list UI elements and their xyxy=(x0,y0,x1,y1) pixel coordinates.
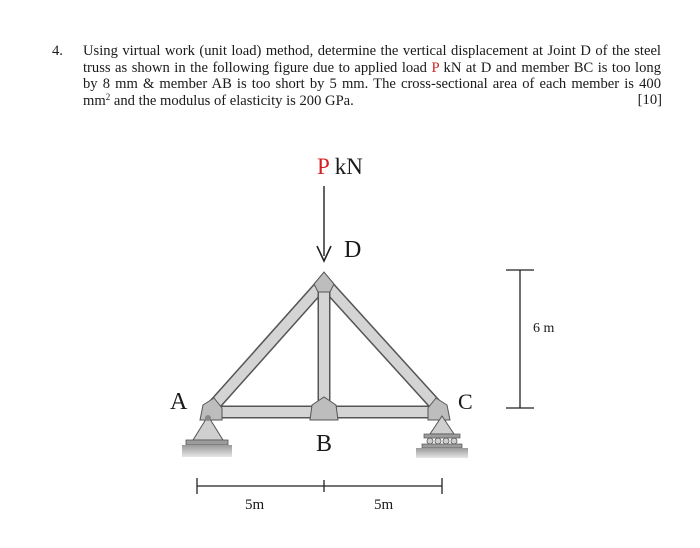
height-label: 6 m xyxy=(533,321,555,336)
pin-support-a xyxy=(182,415,232,457)
question-text-part-1: Using virtual work (unit load) method, determine the vertical displacement at Joint D of the steel truss as shown in the following figure due to applied load xyxy=(83,43,661,76)
joint-label-b: B xyxy=(316,431,333,457)
load-symbol: P xyxy=(431,59,440,76)
load-label-unit: kN xyxy=(328,154,363,179)
question-marks: [10] xyxy=(637,92,662,108)
joint-label-c: C xyxy=(458,389,473,414)
gusset-b xyxy=(310,397,338,420)
truss-members xyxy=(208,282,442,412)
area-exponent: 2 xyxy=(105,91,111,102)
span-left-label: 5m xyxy=(245,497,265,513)
span-right-label: 5m xyxy=(374,497,394,513)
joint-label-a: A xyxy=(170,389,188,415)
question-text-part-2: kN at D and member BC is too long by 8 mm & member AB is too short by 5 mm. The cross-sectional area of each member is 400 mm xyxy=(83,59,661,109)
height-dimension xyxy=(506,270,534,408)
load-label-symbol: P xyxy=(317,154,329,179)
joint-label-d: D xyxy=(344,237,362,263)
load-arrow xyxy=(317,186,331,261)
load-label xyxy=(317,154,363,179)
roller-support-c xyxy=(416,416,468,458)
span-dimension xyxy=(197,478,442,494)
gusset-d xyxy=(314,272,334,292)
question-text-part-3: and the modulus of elasticity is 200 GPa. xyxy=(110,92,354,109)
question-number: 4. xyxy=(52,43,63,59)
